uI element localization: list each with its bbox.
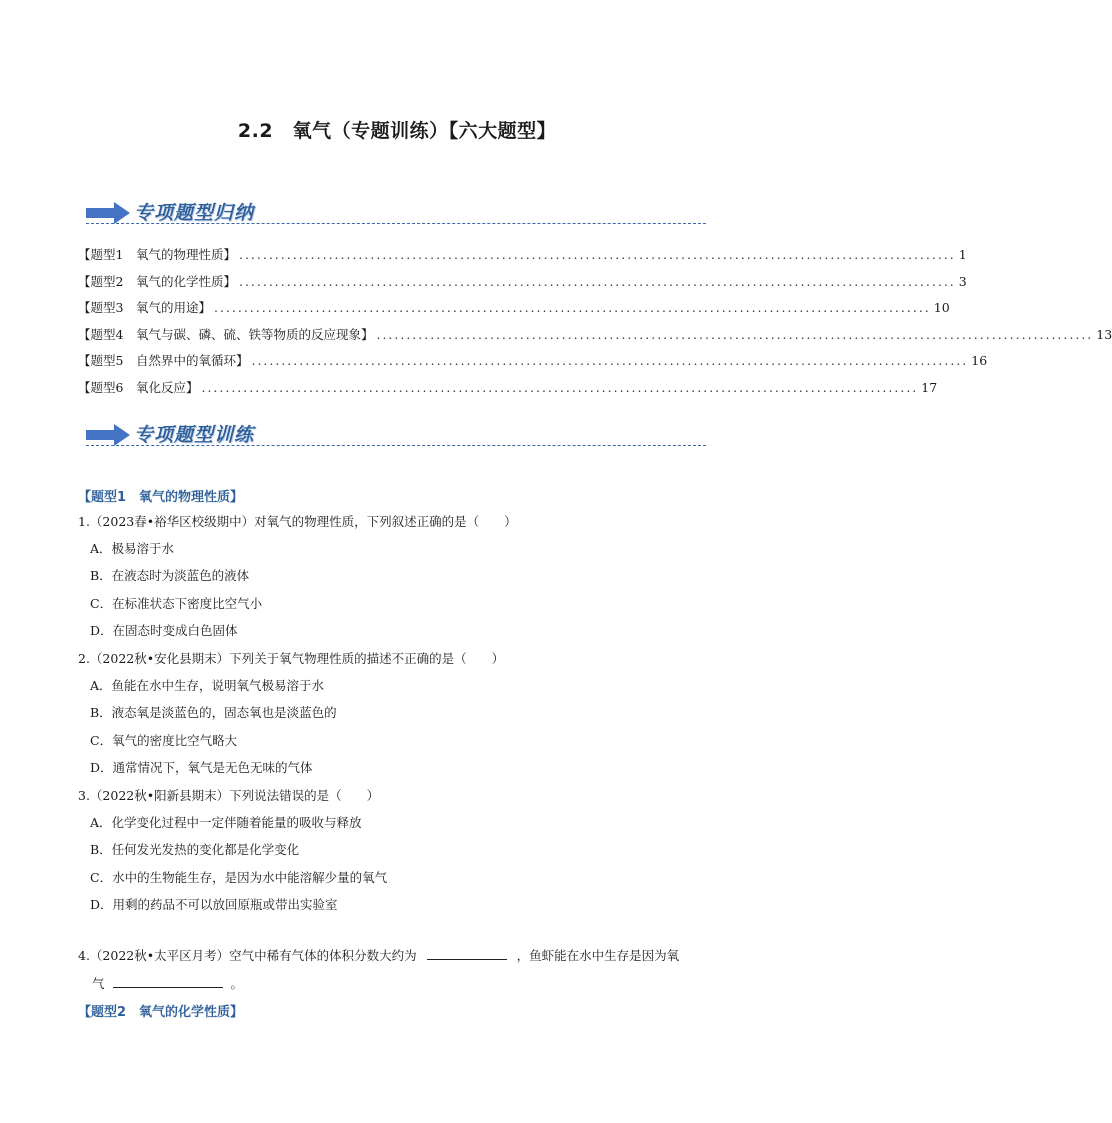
topic-heading: 【题型2 氧气的化学性质】	[78, 1005, 244, 1020]
toc-item[interactable]	[78, 351, 988, 378]
section-header-training	[86, 418, 706, 452]
question-text: ，鱼虾能在水中生存是因为氧	[516, 948, 680, 963]
toc-leader: ........................................................................................................................	[238, 247, 956, 262]
question-text: 。	[230, 976, 243, 991]
section-divider	[86, 445, 706, 446]
toc-page: 10	[933, 300, 950, 315]
section-divider	[86, 223, 706, 224]
toc-leader: ........................................................................................................................	[213, 300, 931, 315]
toc-label: 【题型5 自然界中的氧循环】	[78, 353, 249, 368]
toc-label: 【题型1 氧气的物理性质】	[78, 247, 236, 262]
toc-page: 3	[958, 273, 967, 289]
table-of-contents	[78, 245, 1112, 404]
toc-item[interactable]	[78, 298, 950, 325]
toc-leader: ........................................................................................................................	[251, 353, 969, 368]
section-header-summary	[86, 196, 706, 230]
arrow-right-icon	[86, 424, 130, 446]
answer-blank[interactable]	[113, 973, 223, 988]
toc-leader: ........................................................................................................................	[238, 273, 956, 289]
question-option[interactable]: A．极易溶于水	[90, 541, 175, 556]
topic-heading: 【题型1 氧气的物理性质】	[78, 490, 244, 505]
question-option[interactable]: D．通常情况下，氧气是无色无味的气体	[90, 759, 313, 775]
question-option[interactable]: B．液态氧是淡蓝色的，固态氧也是淡蓝色的	[90, 705, 337, 721]
arrow-right-icon	[86, 202, 130, 224]
toc-label: 【题型3 氧气的用途】	[78, 300, 211, 315]
page-title: 2.2 氧气（专题训练）【六大题型】	[237, 120, 557, 142]
toc-item[interactable]	[78, 378, 938, 405]
question-stem: 1.（2023春•裕华区校级期中）对氧气的物理性质，下列叙述正确的是（ ）	[78, 514, 517, 529]
question-text: 4.（2022秋•太平区月考）空气中稀有气体的体积分数大约为	[78, 948, 417, 963]
toc-item[interactable]	[78, 245, 967, 272]
toc-page: 1	[958, 247, 967, 262]
question-option[interactable]: C．水中的生物能生存，是因为水中能溶解少量的氧气	[90, 869, 388, 885]
toc-label: 【题型6 氧化反应】	[78, 379, 199, 395]
question-option[interactable]: C．在标准状态下密度比空气小	[90, 595, 263, 611]
toc-leader: ........................................................................................................................	[201, 379, 919, 395]
question	[78, 945, 728, 999]
question-stem: 2.（2022秋•安化县期末）下列关于氧气物理性质的描述不正确的是（ ）	[78, 651, 505, 666]
question-option[interactable]: A．化学变化过程中一定伴随着能量的吸收与释放	[90, 815, 362, 830]
question-option[interactable]: B．在液态时为淡蓝色的液体	[90, 568, 250, 584]
section-title: 专项题型训练	[134, 424, 255, 446]
question-option[interactable]: D．用剩的药品不可以放回原瓶或带出实验室	[90, 896, 338, 912]
toc-label: 【题型4 氧气与碳、磷、硫、铁等物质的反应现象】	[78, 326, 374, 342]
toc-item[interactable]	[78, 272, 967, 299]
toc-page: 16	[971, 353, 988, 368]
toc-item[interactable]	[78, 325, 1112, 352]
toc-page: 17	[921, 379, 938, 395]
question-text: 气	[92, 976, 105, 991]
question-option[interactable]: D．在固态时变成白色固体	[90, 622, 238, 638]
section-title: 专项题型归纳	[134, 202, 255, 224]
question-stem: 3.（2022秋•阳新县期末）下列说法错误的是（ ）	[78, 788, 380, 803]
question	[78, 512, 728, 648]
question	[78, 649, 728, 785]
toc-leader: ........................................................................................................................	[376, 326, 1094, 342]
question	[78, 786, 728, 922]
question-option[interactable]: B．任何发光发热的变化都是化学变化	[90, 842, 300, 858]
question-option[interactable]: C．氧气的密度比空气略大	[90, 732, 238, 748]
toc-page: 13	[1096, 326, 1112, 342]
question-option[interactable]: A．鱼能在水中生存，说明氧气极易溶于水	[90, 678, 325, 693]
toc-label: 【题型2 氧气的化学性质】	[78, 273, 236, 289]
answer-blank[interactable]	[427, 945, 507, 960]
